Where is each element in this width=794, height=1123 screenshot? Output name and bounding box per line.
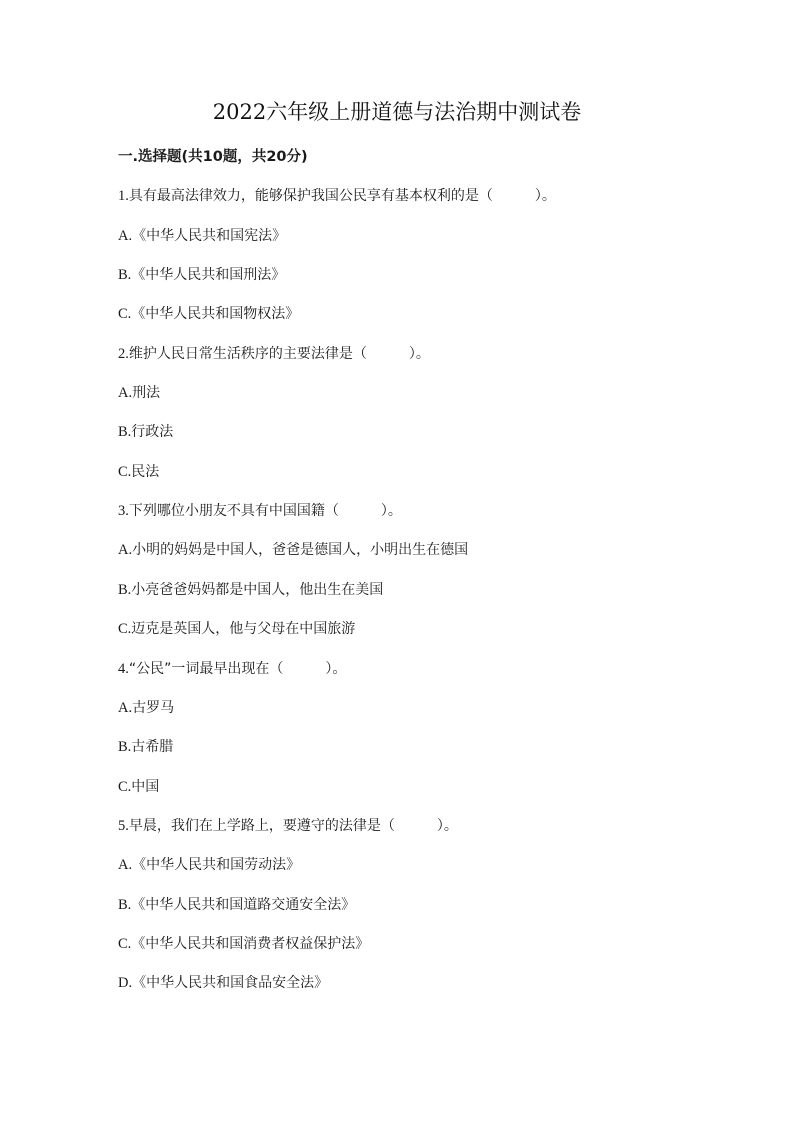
- question-5: [118, 814, 458, 838]
- question-number: 2.: [118, 346, 129, 362]
- question-1: [118, 184, 556, 208]
- option-letter: B.: [118, 897, 132, 913]
- option-letter: A.: [118, 228, 133, 244]
- option-text: 《中华人民共和国消费者权益保护法》: [131, 936, 370, 952]
- question-stem: 下列哪位小朋友不具有中国国籍（ ）。: [128, 503, 402, 519]
- option-letter: C.: [118, 464, 132, 480]
- question-2-option-b: [118, 420, 173, 444]
- option-text: 行政法: [131, 424, 174, 440]
- question-1-option-c: [118, 302, 299, 326]
- question-2: [118, 342, 430, 366]
- question-4-option-b: [118, 735, 173, 759]
- option-text: 古希腊: [131, 739, 174, 755]
- option-text: 小亮爸爸妈妈都是中国人，他出生在美国: [131, 582, 384, 598]
- question-4-option-a: [118, 696, 174, 720]
- option-letter: C.: [118, 779, 132, 795]
- question-number: 4.: [118, 661, 129, 677]
- question-2-option-a: [118, 381, 160, 405]
- option-text: 《中华人民共和国劳动法》: [132, 857, 301, 873]
- question-3-option-c: [118, 617, 355, 641]
- question-3-option-b: [118, 578, 383, 602]
- option-letter: A.: [118, 700, 133, 716]
- question-stem: “公民”一词最早出现在（ ）。: [128, 661, 347, 677]
- question-number: 3.: [118, 503, 129, 519]
- option-letter: D.: [118, 975, 133, 991]
- question-stem: 维护人民日常生活秩序的主要法律是（ ）。: [128, 346, 430, 362]
- option-text: 刑法: [132, 385, 161, 401]
- option-text: 小明的妈妈是中国人，爸爸是德国人，小明出生在德国: [132, 542, 469, 558]
- option-letter: C.: [118, 936, 132, 952]
- question-stem: 早晨，我们在上学路上，要遵守的法律是（ ）。: [128, 818, 458, 834]
- question-number: 5.: [118, 818, 129, 834]
- question-5-option-c: [118, 932, 369, 956]
- option-text: 《中华人民共和国物权法》: [131, 306, 300, 322]
- question-4-option-c: [118, 775, 159, 799]
- option-text: 中国: [131, 779, 160, 795]
- question-5-option-a: [118, 853, 300, 877]
- option-text: 古罗马: [132, 700, 175, 716]
- question-5-option-d: [118, 971, 328, 995]
- question-1-option-b: [118, 263, 285, 287]
- question-4: [118, 657, 346, 681]
- option-text: 《中华人民共和国道路交通安全法》: [131, 897, 356, 913]
- option-letter: A.: [118, 542, 133, 558]
- question-5-option-b: [118, 893, 355, 917]
- option-letter: B.: [118, 582, 132, 598]
- question-3-option-a: [118, 538, 468, 562]
- question-stem: 具有最高法律效力，能够保护我国公民享有基本权利的是（ ）。: [128, 188, 556, 204]
- option-letter: A.: [118, 857, 133, 873]
- option-letter: B.: [118, 424, 132, 440]
- option-letter: A.: [118, 385, 133, 401]
- option-letter: B.: [118, 267, 132, 283]
- option-letter: C.: [118, 621, 132, 637]
- section-heading: 一.选择题(共10题，共20分): [118, 149, 308, 165]
- option-letter: B.: [118, 739, 132, 755]
- option-letter: C.: [118, 306, 132, 322]
- option-text: 迈克是英国人，他与父母在中国旅游: [131, 621, 356, 637]
- page-title: 2022六年级上册道德与法治期中测试卷: [212, 100, 582, 124]
- option-text: 《中华人民共和国宪法》: [132, 228, 287, 244]
- question-1-option-a: [118, 224, 286, 248]
- option-text: 《中华人民共和国食品安全法》: [132, 975, 329, 991]
- question-2-option-c: [118, 460, 159, 484]
- option-text: 《中华人民共和国刑法》: [131, 267, 286, 283]
- question-3: [118, 499, 402, 523]
- option-text: 民法: [131, 464, 160, 480]
- question-number: 1.: [118, 188, 129, 204]
